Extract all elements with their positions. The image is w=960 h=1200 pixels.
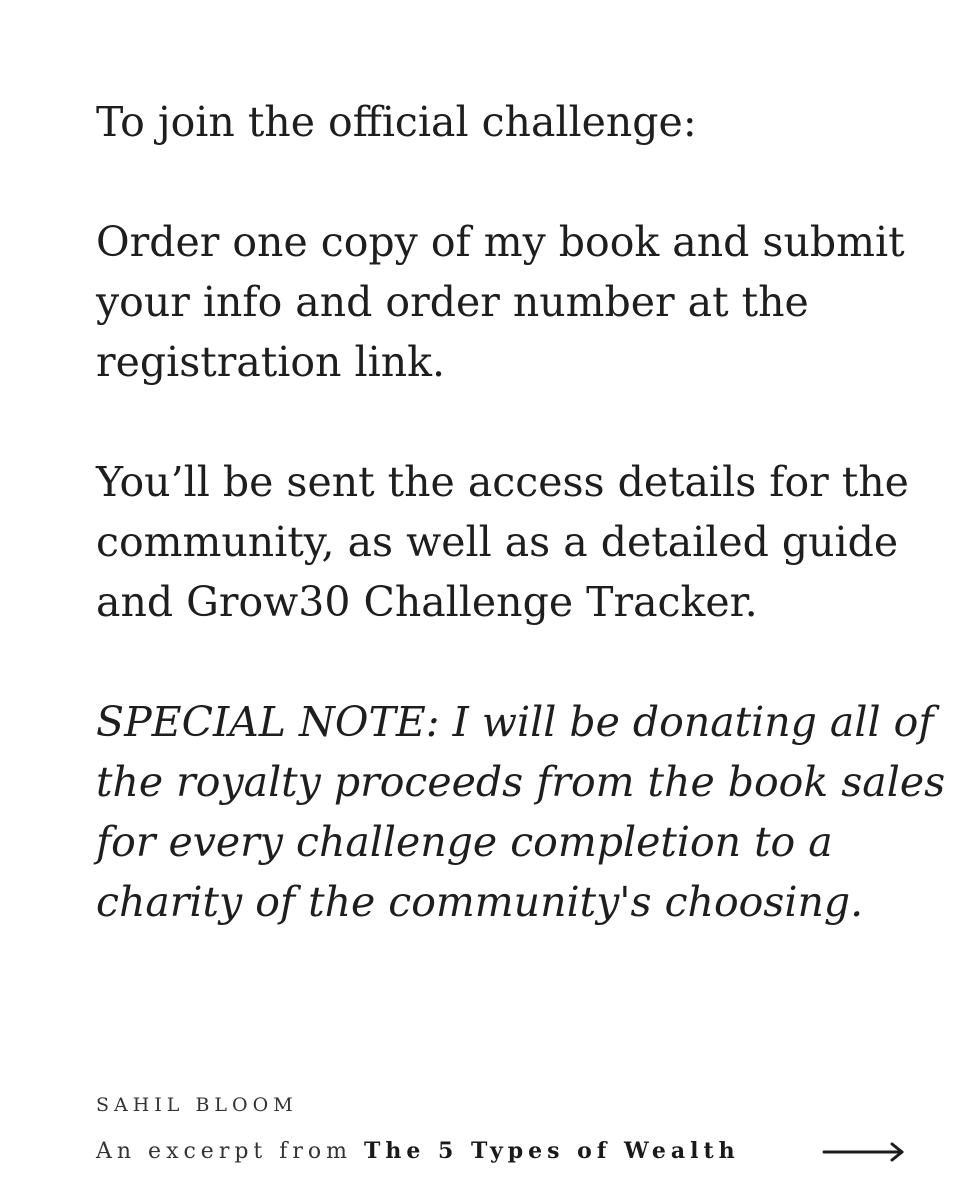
book-title: The 5 Types of Wealth: [364, 1138, 740, 1164]
paragraph-line: Order one copy of my book and submit: [96, 218, 905, 266]
arrow-right-icon[interactable]: [822, 1140, 906, 1164]
paragraph-line: community, as well as a detailed guide: [96, 518, 899, 566]
excerpt-source: [96, 1138, 740, 1164]
paragraph-special-note: [96, 692, 946, 932]
excerpt-prefix: An excerpt from: [96, 1139, 353, 1164]
paragraph-line: and Grow30 Challenge Tracker.: [96, 578, 758, 626]
paragraph-line: registration link.: [96, 338, 446, 386]
paragraph-line: for every challenge completion to a: [96, 818, 833, 866]
paragraph-line: the royalty proceeds from the book sales: [96, 758, 946, 806]
excerpt-body: [96, 92, 946, 932]
paragraph-line: To join the official challenge:: [96, 98, 697, 146]
paragraph-line: You’ll be sent the access details for the: [96, 458, 909, 506]
paragraph-line: your info and order number at the: [96, 278, 809, 326]
paragraph-intro: [96, 92, 886, 152]
author-name: SAHIL BLOOM: [96, 1094, 298, 1116]
paragraph-line: charity of the community's choosing.: [96, 878, 864, 926]
paragraph-line: SPECIAL NOTE: I will be donating all of: [96, 698, 934, 746]
paragraph-order-instructions: [96, 212, 905, 392]
paragraph-access-details: [96, 452, 909, 632]
